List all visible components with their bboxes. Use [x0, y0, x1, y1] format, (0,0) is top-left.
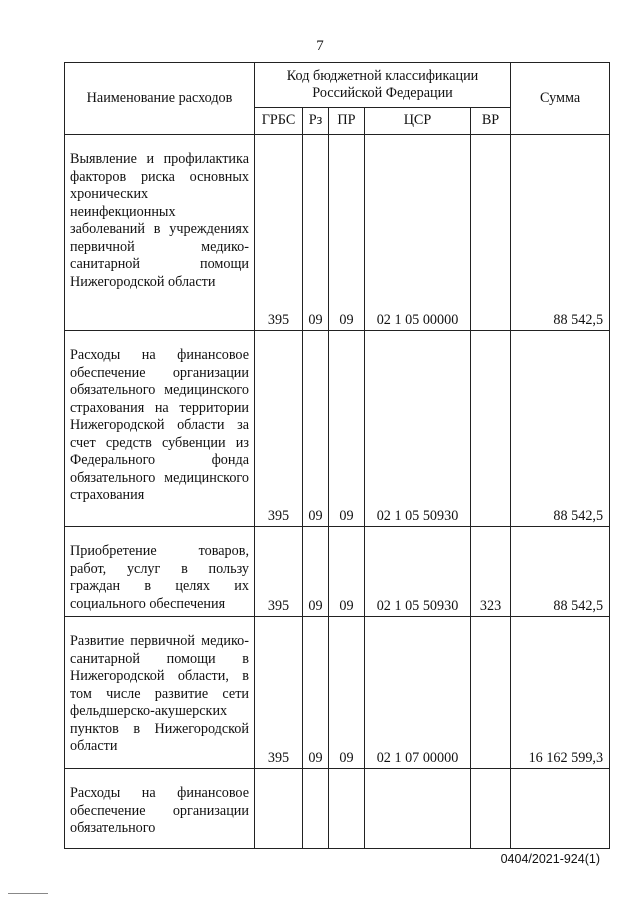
row-csr: 02 1 05 00000 [365, 135, 471, 331]
scan-artifact-line [8, 893, 48, 894]
header-csr: ЦСР [365, 108, 471, 135]
row-pr: 09 [329, 527, 365, 617]
row-grbs [255, 769, 303, 849]
header-row-1 [65, 63, 610, 108]
row-vr: 323 [471, 527, 511, 617]
row-name: Приобретение товаров, работ, услуг в пользу граждан в целях их социального обеспечения [65, 527, 255, 617]
row-vr [471, 617, 511, 769]
header-sum: Сумма [511, 63, 610, 135]
table-row [65, 617, 610, 769]
header-vr: ВР [471, 108, 511, 135]
header-name: Наименование расходов [65, 63, 255, 135]
table-row [65, 769, 610, 849]
row-pr [329, 769, 365, 849]
row-name: Расходы на финансовое обеспечение организации обязательного медицинского страхования на территории Нижегородской области за счет средств субвенции из Федерального фонда обязательного медицинского страхования [65, 331, 255, 527]
row-csr: 02 1 05 50930 [365, 527, 471, 617]
table-row [65, 135, 610, 331]
table-row [65, 331, 610, 527]
row-vr [471, 331, 511, 527]
row-rz: 09 [303, 617, 329, 769]
row-grbs: 395 [255, 527, 303, 617]
row-grbs: 395 [255, 617, 303, 769]
page-number: 7 [316, 38, 324, 54]
row-pr: 09 [329, 135, 365, 331]
row-sum: 88 542,5 [511, 527, 610, 617]
header-rz: Рз [303, 108, 329, 135]
row-rz: 09 [303, 135, 329, 331]
table-row [65, 527, 610, 617]
row-sum: 88 542,5 [511, 135, 610, 331]
row-sum: 16 162 599,3 [511, 617, 610, 769]
row-rz [303, 769, 329, 849]
row-pr: 09 [329, 617, 365, 769]
row-csr: 02 1 07 00000 [365, 617, 471, 769]
row-vr [471, 769, 511, 849]
header-grbs: ГРБС [255, 108, 303, 135]
budget-table [64, 62, 610, 849]
document-id: 0404/2021-924(1) [500, 852, 600, 866]
row-grbs: 395 [255, 331, 303, 527]
row-name: Развитие первичной медико-санитарной помощи в Нижегородской области, в том числе развитие сети фельдшерско-акушерских пунктов в Нижегородской области [65, 617, 255, 769]
row-rz: 09 [303, 527, 329, 617]
header-code-group: Код бюджетной классификации Российской Федерации [255, 63, 511, 108]
row-name: Расходы на финансовое обеспечение организации обязательного [65, 769, 255, 849]
row-grbs: 395 [255, 135, 303, 331]
row-csr: 02 1 05 50930 [365, 331, 471, 527]
row-name: Выявление и профилактика факторов риска основных хронических неинфекционных заболеваний в учреждениях первичной медико-санитарной помощи Нижегородской области [65, 135, 255, 331]
row-sum [511, 769, 610, 849]
row-pr: 09 [329, 331, 365, 527]
row-vr [471, 135, 511, 331]
row-csr [365, 769, 471, 849]
header-pr: ПР [329, 108, 365, 135]
row-rz: 09 [303, 331, 329, 527]
row-sum: 88 542,5 [511, 331, 610, 527]
